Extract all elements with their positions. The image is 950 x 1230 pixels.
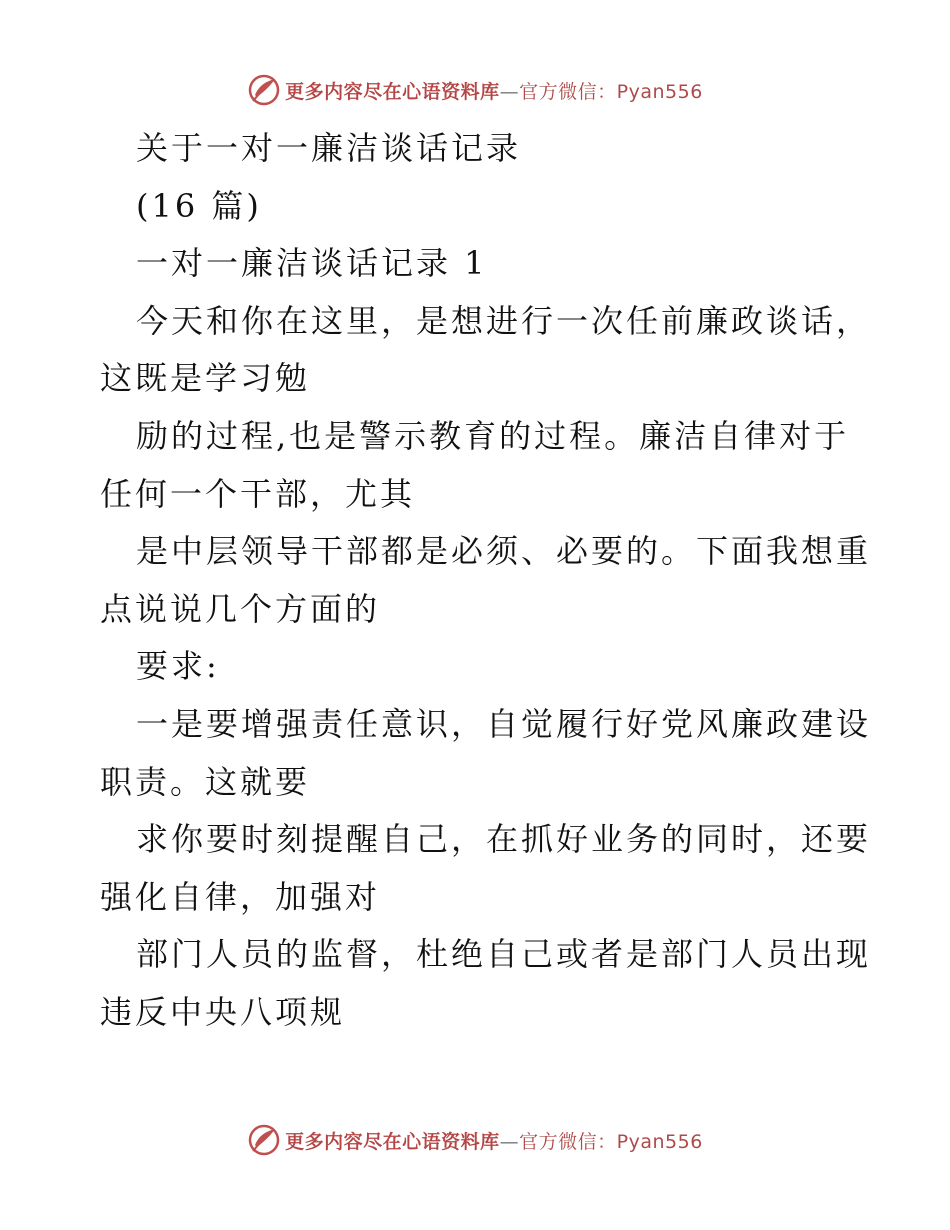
paragraph-line: 违反中央八项规 bbox=[100, 992, 346, 1031]
header-brand: 更多内容尽在心语资料库 bbox=[285, 80, 500, 103]
paragraph-line: 励的过程,也是警示教育的过程。廉洁自律对于 bbox=[136, 416, 850, 455]
paragraph-line: 职责。这就要 bbox=[100, 762, 311, 801]
paragraph-line: 任何一个干部，尤其 bbox=[100, 474, 416, 513]
footer-banner-text bbox=[285, 1127, 703, 1154]
footer-separator: — bbox=[499, 1130, 520, 1153]
paragraph-line: 要求: bbox=[136, 647, 220, 686]
footer-wechat: 官方微信：Pyan556 bbox=[519, 1130, 703, 1153]
paragraph-line: 今天和你在这里，是想进行一次任前廉政谈话， bbox=[136, 301, 872, 340]
paragraph-line: 强化自律，加强对 bbox=[100, 877, 381, 916]
pen-logo-icon bbox=[247, 73, 281, 107]
header-banner bbox=[0, 70, 950, 110]
section-heading: 一对一廉洁谈话记录 1 bbox=[136, 244, 488, 283]
paragraph-line: 这既是学习勉 bbox=[100, 359, 311, 398]
footer-banner bbox=[0, 1120, 950, 1160]
paragraph-line: 一是要增强责任意识，自觉履行好党风廉政建设 bbox=[136, 704, 872, 743]
document-title: 关于一对一廉洁谈话记录 bbox=[136, 129, 522, 167]
paragraph-line: 点说说几个方面的 bbox=[100, 589, 381, 628]
footer-brand: 更多内容尽在心语资料库 bbox=[285, 1130, 500, 1153]
header-wechat: 官方微信：Pyan556 bbox=[519, 80, 703, 103]
header-separator: — bbox=[499, 80, 520, 103]
paragraph-line: 是中层领导干部都是必须、必要的。下面我想重 bbox=[136, 532, 872, 571]
header-banner-text bbox=[285, 77, 703, 104]
document-body bbox=[100, 120, 872, 1042]
document-subtitle: (16 篇) bbox=[136, 186, 262, 225]
paragraph-line: 求你要时刻提醒自己，在抓好业务的同时，还要 bbox=[136, 820, 872, 859]
pen-logo-icon bbox=[247, 1123, 281, 1157]
paragraph-line: 部门人员的监督，杜绝自己或者是部门人员出现 bbox=[136, 935, 872, 974]
